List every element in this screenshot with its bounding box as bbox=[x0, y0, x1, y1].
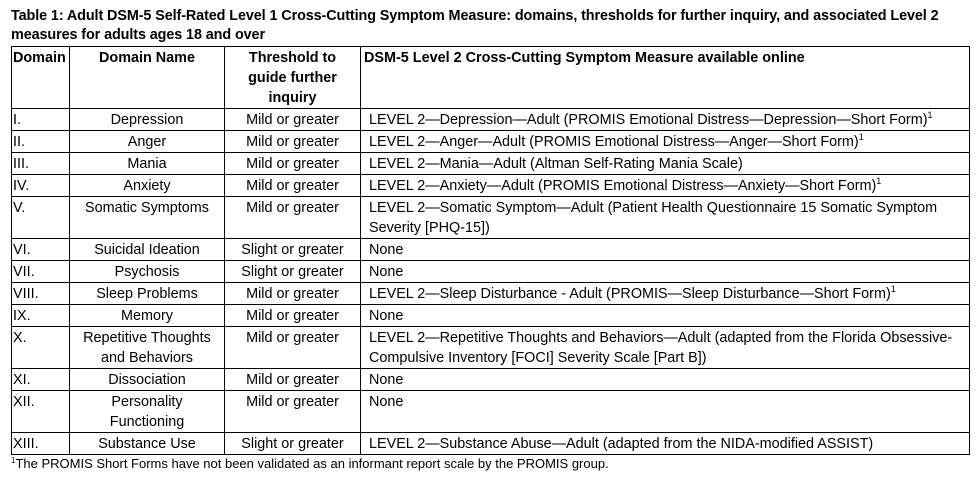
level2-measure-cell bbox=[361, 369, 970, 391]
threshold-cell: Slight or greater bbox=[225, 261, 361, 283]
level2-measure-text: None bbox=[369, 308, 404, 324]
level2-measure-text: LEVEL 2—Sleep Disturbance - Adult (PROMIS—Sleep Disturbance—Short Form) bbox=[369, 286, 891, 302]
table-row bbox=[12, 175, 970, 197]
level2-measure-text: LEVEL 2—Mania—Adult (Altman Self-Rating Mania Scale) bbox=[369, 156, 743, 172]
level2-measure-cell bbox=[361, 131, 970, 153]
domain-number-cell: VI. bbox=[12, 239, 70, 261]
domain-name-cell: Mania bbox=[70, 153, 225, 175]
domain-number-cell: VIII. bbox=[12, 283, 70, 305]
level2-measure-cell bbox=[361, 327, 970, 369]
table-row bbox=[12, 261, 970, 283]
table-row bbox=[12, 109, 970, 131]
header-domain: Domain bbox=[12, 47, 70, 109]
threshold-cell: Mild or greater bbox=[225, 153, 361, 175]
domain-number-cell: IV. bbox=[12, 175, 70, 197]
domain-number-cell: II. bbox=[12, 131, 70, 153]
level2-measure-text: LEVEL 2—Substance Abuse—Adult (adapted from the NIDA-modified ASSIST) bbox=[369, 436, 874, 452]
threshold-cell: Mild or greater bbox=[225, 109, 361, 131]
domain-name-cell: Depression bbox=[70, 109, 225, 131]
footnote-reference: 1 bbox=[858, 132, 864, 142]
table-row bbox=[12, 239, 970, 261]
domain-name-cell: Anger bbox=[70, 131, 225, 153]
symptom-measure-table bbox=[11, 46, 970, 455]
table-footnote bbox=[11, 456, 969, 472]
threshold-cell: Slight or greater bbox=[225, 239, 361, 261]
level2-measure-cell bbox=[361, 305, 970, 327]
table-row bbox=[12, 391, 970, 433]
domain-name-cell: Somatic Symptoms bbox=[70, 197, 225, 239]
domain-number-cell: IX. bbox=[12, 305, 70, 327]
domain-number-cell: I. bbox=[12, 109, 70, 131]
table-figure bbox=[11, 7, 969, 472]
table-row bbox=[12, 305, 970, 327]
level2-measure-text: None bbox=[369, 242, 404, 258]
table-row bbox=[12, 153, 970, 175]
threshold-cell: Mild or greater bbox=[225, 327, 361, 369]
table-row bbox=[12, 327, 970, 369]
header-domain-name: Domain Name bbox=[70, 47, 225, 109]
domain-number-cell: XI. bbox=[12, 369, 70, 391]
level2-measure-text: None bbox=[369, 372, 404, 388]
footnote-marker: 1 bbox=[11, 456, 16, 465]
threshold-cell: Mild or greater bbox=[225, 391, 361, 433]
level2-measure-cell bbox=[361, 197, 970, 239]
domain-number-cell: V. bbox=[12, 197, 70, 239]
domain-name-cell: Anxiety bbox=[70, 175, 225, 197]
table-header-row bbox=[12, 47, 970, 109]
domain-name-cell: Suicidal Ideation bbox=[70, 239, 225, 261]
domain-number-cell: X. bbox=[12, 327, 70, 369]
domain-name-cell: Psychosis bbox=[70, 261, 225, 283]
level2-measure-text: None bbox=[369, 264, 404, 280]
domain-name-cell: Sleep Problems bbox=[70, 283, 225, 305]
level2-measure-text: LEVEL 2—Somatic Symptom—Adult (Patient Health Questionnaire 15 Somatic Symptom Severity [PHQ-15]) bbox=[369, 200, 938, 236]
level2-measure-cell bbox=[361, 391, 970, 433]
level2-measure-cell bbox=[361, 175, 970, 197]
level2-measure-cell bbox=[361, 239, 970, 261]
domain-name-cell: Repetitive Thoughts and Behaviors bbox=[70, 327, 225, 369]
table-row bbox=[12, 131, 970, 153]
domain-number-cell: VII. bbox=[12, 261, 70, 283]
table-row bbox=[12, 369, 970, 391]
threshold-cell: Mild or greater bbox=[225, 197, 361, 239]
level2-measure-cell bbox=[361, 153, 970, 175]
level2-measure-cell bbox=[361, 109, 970, 131]
domain-number-cell: III. bbox=[12, 153, 70, 175]
table-row bbox=[12, 197, 970, 239]
threshold-cell: Mild or greater bbox=[225, 369, 361, 391]
level2-measure-text: None bbox=[369, 394, 404, 410]
level2-measure-cell bbox=[361, 433, 970, 455]
level2-measure-text: LEVEL 2—Anxiety—Adult (PROMIS Emotional Distress—Anxiety—Short Form) bbox=[369, 178, 877, 194]
threshold-cell: Mild or greater bbox=[225, 131, 361, 153]
footnote-reference: 1 bbox=[927, 110, 933, 120]
table-row bbox=[12, 283, 970, 305]
footnote-reference: 1 bbox=[890, 284, 896, 294]
domain-name-cell: Personality Functioning bbox=[70, 391, 225, 433]
header-level2-measure: DSM-5 Level 2 Cross-Cutting Symptom Measure available online bbox=[361, 47, 970, 109]
header-threshold: Threshold to guide further inquiry bbox=[225, 47, 361, 109]
threshold-cell: Slight or greater bbox=[225, 433, 361, 455]
table-row bbox=[12, 433, 970, 455]
threshold-cell: Mild or greater bbox=[225, 283, 361, 305]
domain-number-cell: XIII. bbox=[12, 433, 70, 455]
level2-measure-cell bbox=[361, 261, 970, 283]
domain-name-cell: Dissociation bbox=[70, 369, 225, 391]
footnote-reference: 1 bbox=[876, 176, 882, 186]
level2-measure-cell bbox=[361, 283, 970, 305]
level2-measure-text: LEVEL 2—Anger—Adult (PROMIS Emotional Distress—Anger—Short Form) bbox=[369, 134, 859, 150]
threshold-cell: Mild or greater bbox=[225, 305, 361, 327]
table-body bbox=[12, 109, 970, 455]
footnote-text: The PROMIS Short Forms have not been validated as an informant report scale by the PROMIS group. bbox=[15, 456, 609, 471]
domain-name-cell: Memory bbox=[70, 305, 225, 327]
domain-name-cell: Substance Use bbox=[70, 433, 225, 455]
table-caption: Table 1: Adult DSM-5 Self-Rated Level 1 Cross-Cutting Symptom Measure: domains, thresholds for further inquiry, and associated Level 2 measures for adults ages 18 and over bbox=[11, 8, 939, 43]
threshold-cell: Mild or greater bbox=[225, 175, 361, 197]
level2-measure-text: LEVEL 2—Repetitive Thoughts and Behaviors—Adult (adapted from the Florida Obsessive-Compulsive Inventory [FOCI] Severity Scale [Part B]) bbox=[369, 330, 953, 366]
domain-number-cell: XII. bbox=[12, 391, 70, 433]
level2-measure-text: LEVEL 2—Depression—Adult (PROMIS Emotional Distress—Depression—Short Form) bbox=[369, 112, 928, 128]
